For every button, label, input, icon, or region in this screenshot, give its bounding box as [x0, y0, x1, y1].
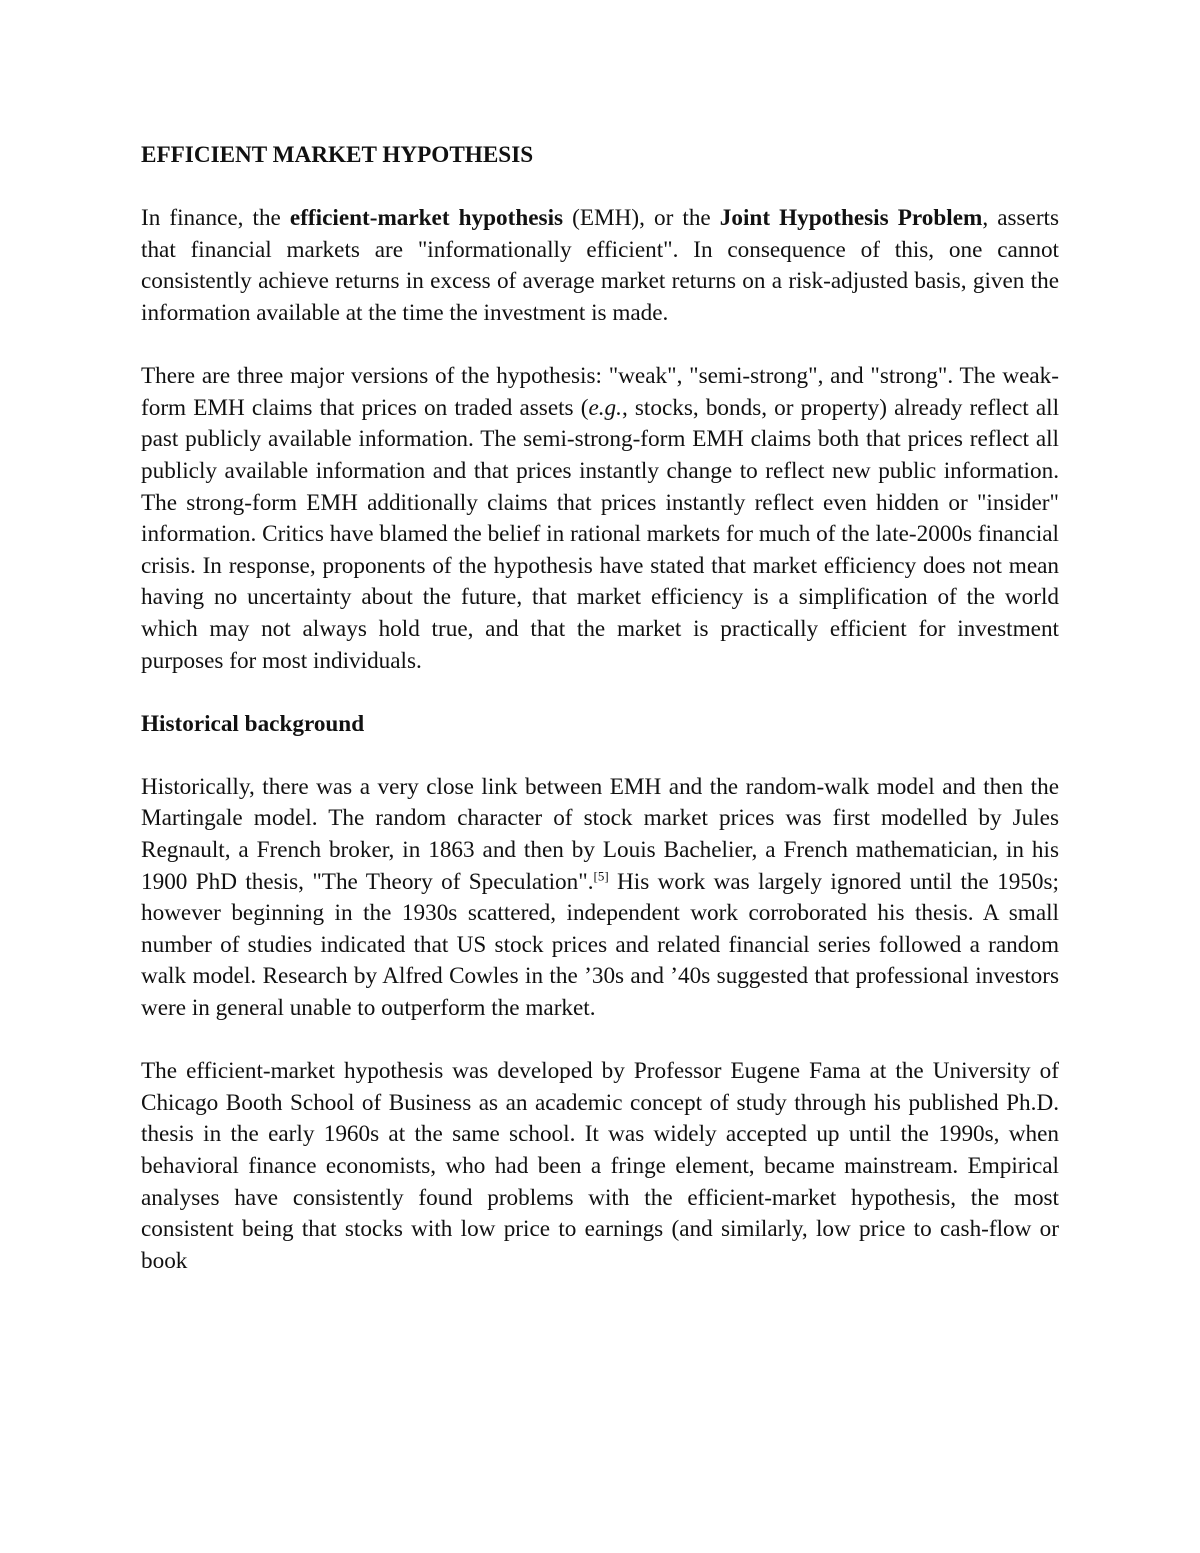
intro-bold-emh: efficient-market hypothesis [289, 205, 564, 232]
history-paragraph [141, 772, 1059, 1025]
intro-paragraph [141, 203, 1059, 329]
versions-text-1: There are three major versions of the hypothesis: "weak", "semi-strong", and "strong". The weak-form EMH claims that prices on traded assets ( [141, 363, 1059, 421]
versions-text-2: , stocks, bonds, or property) already reflect all past publicly available information. The semi-strong-form EMH claims both that prices reflect all publicly available information and that prices instantly change to reflect new public information. The strong-form EMH additionally claims that prices instantly reflect even hidden or "insider" information. Critics have blamed the belief in rational markets for much of the late-2000s financial crisis. In response, proponents of the hypothesis have stated that market efficiency does not mean having no uncertainty about the future, that market efficiency is a simplification of the world which may not always hold true, and that the market is practically efficient for investment purposes for most individuals. [141, 394, 1060, 674]
versions-paragraph [141, 361, 1059, 677]
history-text-1: Historically, there was a very close link between EMH and the random-walk model and then the Martingale model. The random character of stock market prices was first modelled by Jules Regnault, a French broker, in 1863 and then by Louis Bachelier, a French mathematician, in his 1900 PhD thesis, "The Theory of Speculation". [141, 773, 1059, 895]
intro-text-2: (EMH), or the [563, 205, 720, 232]
intro-text-3: , asserts that financial markets are "informationally efficient". In consequence of this, one cannot consistently achieve returns in excess of average market returns on a risk-adjusted basis, given the information available at the time the investment is made. [141, 205, 1060, 326]
document-title: EFFICIENT MARKET HYPOTHESIS [141, 142, 534, 168]
section-heading-history: Historical background [141, 710, 365, 737]
document-page [141, 140, 1059, 1309]
fama-paragraph: The efficient-market hypothesis was developed by Professor Eugene Fama at the University of Chicago Booth School of Business as an academic concept of study through his published Ph.D. thesis in the early 1960s at the same school. It was widely accepted up until the 1990s, when behavioral finance economists, who had been a fringe element, became mainstream. Empirical analyses have consistently found problems with the efficient-market hypothesis, the most consistent being that stocks with low price to earnings (and similarly, low price to cash-flow or book [141, 1058, 1059, 1274]
intro-text-1: In finance, the [141, 205, 290, 232]
versions-italic-eg: e.g. [588, 394, 622, 421]
citation-link[interactable]: [5] [593, 867, 609, 883]
intro-bold-joint-hypothesis: Joint Hypothesis Problem [719, 205, 983, 232]
history-text-2: His work was largely ignored until the 1950s; however beginning in the 1930s scattered, independent work corroborated his thesis. A small number of studies indicated that US stock prices and related financial series followed a random walk model. Research by Alfred Cowles in the ’30s and ’40s suggested that professional investors were in general unable to outperform the market. [141, 868, 1059, 1022]
